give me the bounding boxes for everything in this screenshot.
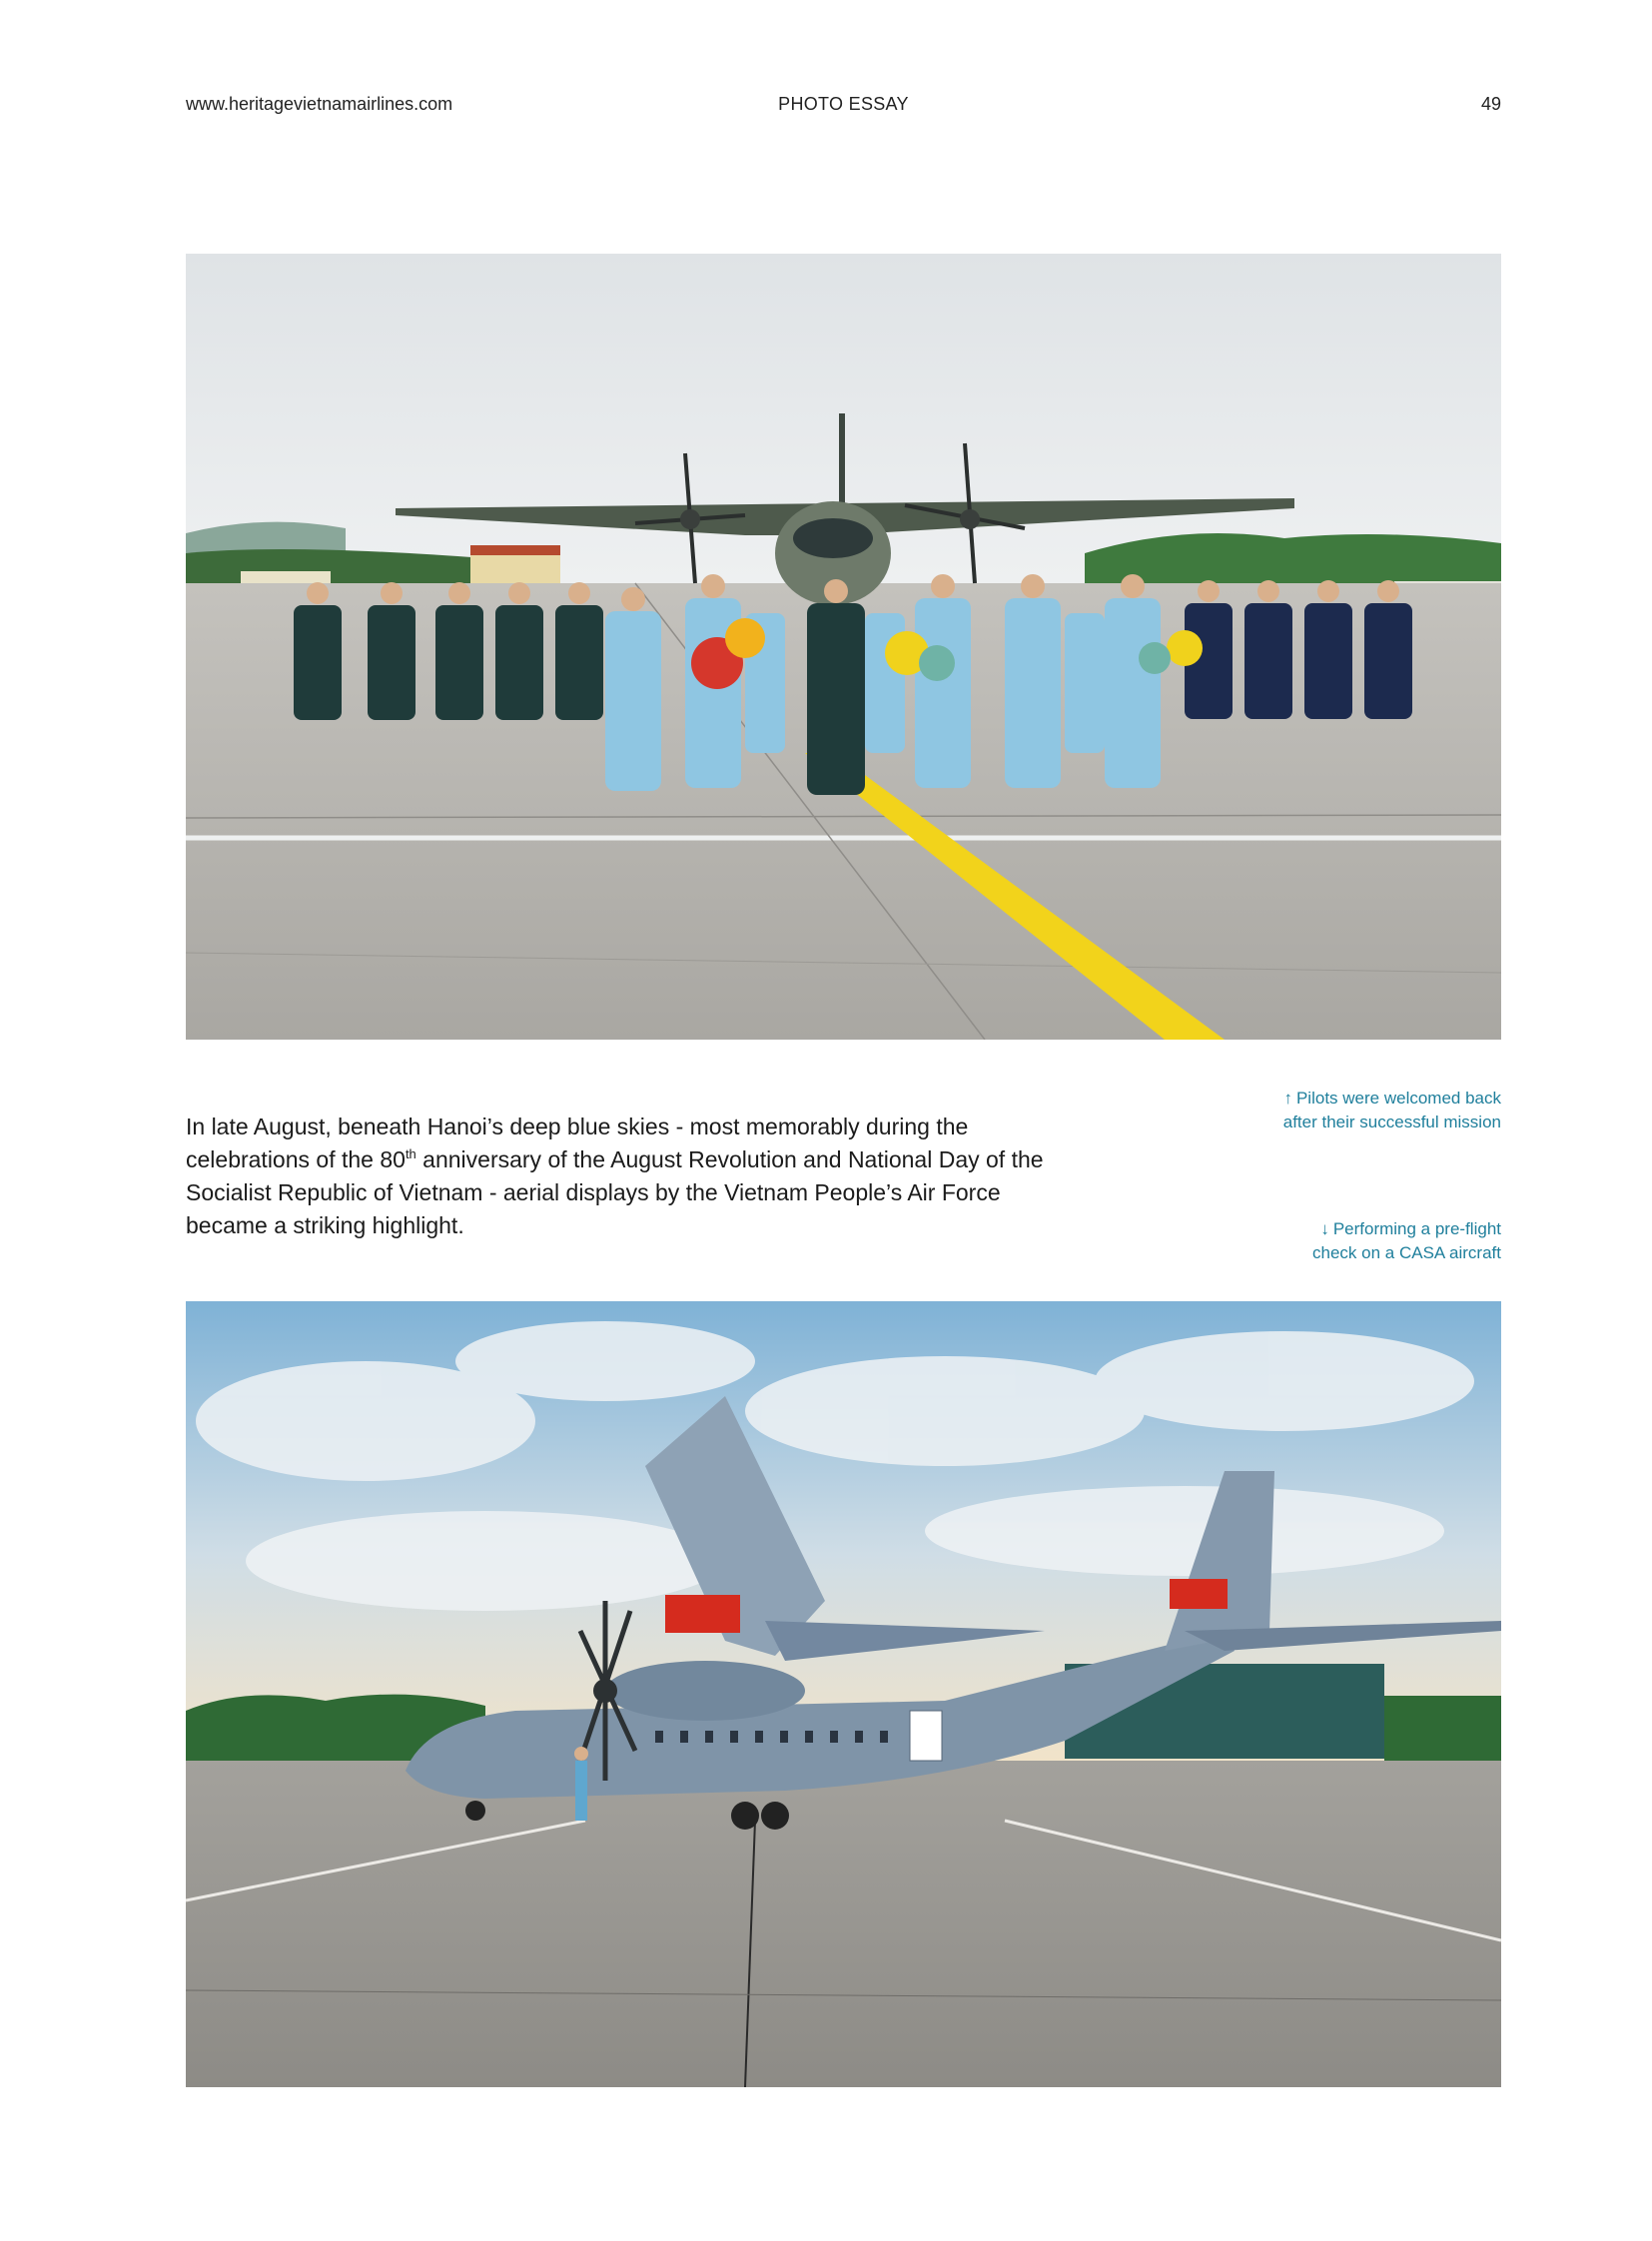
intro-paragraph (186, 1111, 1065, 1242)
intro-superscript: th (405, 1146, 416, 1161)
arrow-down-icon: ↓ (1320, 1219, 1329, 1238)
arrow-up-icon: ↑ (1283, 1089, 1292, 1108)
intro-text-part1: In late August, beneath Hanoi’s deep blue skies - most memorably during the celebrations of the 80 (186, 1114, 969, 1172)
page-header (186, 94, 1501, 120)
aircraft-photo (186, 1301, 1501, 2087)
intro-text-part2: anniversary of the August Revolution and National Day of the Socialist Republic of Vietnam - aerial displays by the Vietnam People’s Air Force became a striking highlight. (186, 1146, 1044, 1238)
caption-line: after their successful mission (1282, 1113, 1501, 1131)
site-url[interactable]: www.heritagevietnamairlines.com (186, 94, 453, 114)
section-title: PHOTO ESSAY (778, 94, 909, 114)
caption-line: Performing a pre-flight (1332, 1219, 1501, 1238)
group-photo (186, 254, 1501, 1040)
caption-line: Pilots were welcomed back (1295, 1089, 1501, 1108)
caption-group-photo (1182, 1087, 1501, 1134)
caption-aircraft-photo (1182, 1217, 1501, 1265)
page-number: 49 (1480, 94, 1501, 114)
caption-line: check on a CASA aircraft (1312, 1243, 1501, 1262)
